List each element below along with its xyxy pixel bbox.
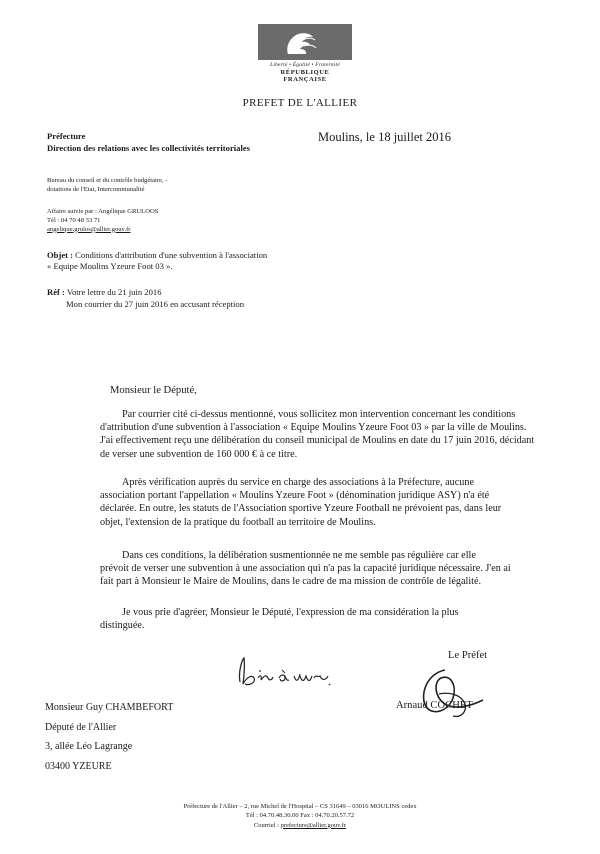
- sender-email-link[interactable]: angelique.grulos@allier.gouv.fr: [47, 225, 131, 233]
- reference-label: Réf :: [47, 287, 65, 297]
- paragraph-line: Par courrier cité ci-dessus mentionné, vous sollicitez mon intervention concernant les conditions: [122, 409, 516, 420]
- recipient-street: 3, allée Léo Lagrange: [45, 741, 133, 752]
- footer-phone-fax: Tél : 04.70.48.30.00 Fax : 04.70.20.57.72: [245, 812, 355, 820]
- paragraph-line: Je vous prie d'agréer, Monsieur le Député, l'expression de ma considération la plus: [122, 607, 459, 618]
- body-paragraph: [100, 476, 538, 529]
- paragraph-line: Après vérification auprès du service en charge des associations à la Préfecture, aucune: [122, 477, 474, 488]
- footer-email: [0, 821, 600, 830]
- footer-email-link[interactable]: prefecture@allier.gouv.fr: [280, 821, 347, 829]
- paragraph-line: déclarée. En outre, les statuts de l'Association sportive Yzeure Football ne prévoient pas, dans leur: [100, 503, 502, 515]
- sender-service-name: Préfecture: [47, 131, 86, 141]
- recipient-name: Monsieur Guy CHAMBEFORT: [45, 702, 174, 713]
- paragraph-line: d'attribution d'une subvention à l'association « Equipe Moulins Yzeure Foot 03 » par la ville de Moulins.: [100, 422, 527, 434]
- signatory-name: Arnaud COCHET: [396, 700, 473, 711]
- paragraph-line: J'ai effectivement reçu une délibération du conseil municipal de Moulins en date du 17 juin 2016, décidant: [100, 435, 535, 447]
- recipient-role: Député de l'Allier: [45, 721, 117, 733]
- paragraph-line: objet, l'extension de la pratique du football au territoire de Moulins.: [100, 516, 376, 528]
- reference-text: Votre lettre du 21 juin 2016: [64, 287, 162, 297]
- page-title: PREFET DE L'ALLIER: [242, 97, 358, 109]
- handwritten-signature: [405, 664, 495, 729]
- subject-text: Conditions d'attribution d'une subvention à l'association: [73, 250, 268, 260]
- sender-contact: [47, 208, 158, 234]
- paragraph-line: association portant l'appellation « Moulins Yzeure Foot » (dénomination juridique ASY) n'a été: [100, 490, 490, 502]
- sender-bureau: [47, 177, 167, 195]
- body-paragraph: [100, 408, 538, 461]
- sender-service: [47, 130, 250, 154]
- signatory-title: Le Préfet: [448, 650, 488, 661]
- footer-address: Préfecture de l'Allier – 2, rue Michel de l'Hospital – CS 31649 – 03016 MOULINS cedex: [183, 803, 417, 810]
- letter-subject: [47, 250, 267, 272]
- footer-email-label: Courriel :: [253, 821, 281, 829]
- bureau-line: Bureau du conseil et du contrôle budgétaire, -: [47, 177, 168, 184]
- subject-text: « Equipe Moulins Yzeure Foot 03 ».: [47, 261, 173, 271]
- republic-name: RÉPUBLIQUE FRANÇAISE: [280, 69, 330, 83]
- affaire-suivie: Affaire suivie par : Angélique GRULOOS: [47, 208, 159, 215]
- salutation: Monsieur le Député,: [110, 385, 197, 396]
- paragraph-line: fait part à Monsieur le Maire de Moulins, dans le cadre de ma mission de contrôle de légalité.: [100, 576, 482, 588]
- marianne-logo-icon: [258, 24, 352, 60]
- body-paragraph: [100, 549, 538, 589]
- paragraph-line: Dans ces conditions, la délibération susmentionnée ne me semble pas régulière car elle: [122, 550, 476, 561]
- republic-motto: Liberté • Égalité • Fraternité: [270, 62, 340, 68]
- subject-label: Objet :: [47, 250, 74, 260]
- letter-date: Moulins, le 18 juillet 2016: [318, 130, 451, 144]
- bureau-line: dotations de l'Etat, Intercommunalité: [47, 185, 145, 193]
- recipient-address: [45, 698, 173, 776]
- paragraph-line: distinguée.: [100, 620, 145, 632]
- paragraph-line: de verser une subvention de 160 000 € à ce titre.: [100, 448, 298, 460]
- page-footer: [0, 802, 600, 830]
- closing-paragraph: [100, 606, 538, 632]
- republic-logo: [258, 24, 352, 83]
- letter-reference: [47, 286, 244, 310]
- paragraph-line: prévoit de verser une subvention à une association qui n'a pas la capacité juridique nécessaire. J'en ai: [100, 563, 511, 575]
- sender-direction: Direction des relations avec les collectivités territoriales: [47, 143, 250, 153]
- handwritten-note-signature: [232, 652, 332, 697]
- reference-text: Mon courrier du 27 juin 2016 en accusant réception: [66, 299, 245, 309]
- recipient-city: 03400 YZEURE: [45, 760, 112, 772]
- sender-phone: Tél : 04 70 48 33 71: [47, 216, 101, 224]
